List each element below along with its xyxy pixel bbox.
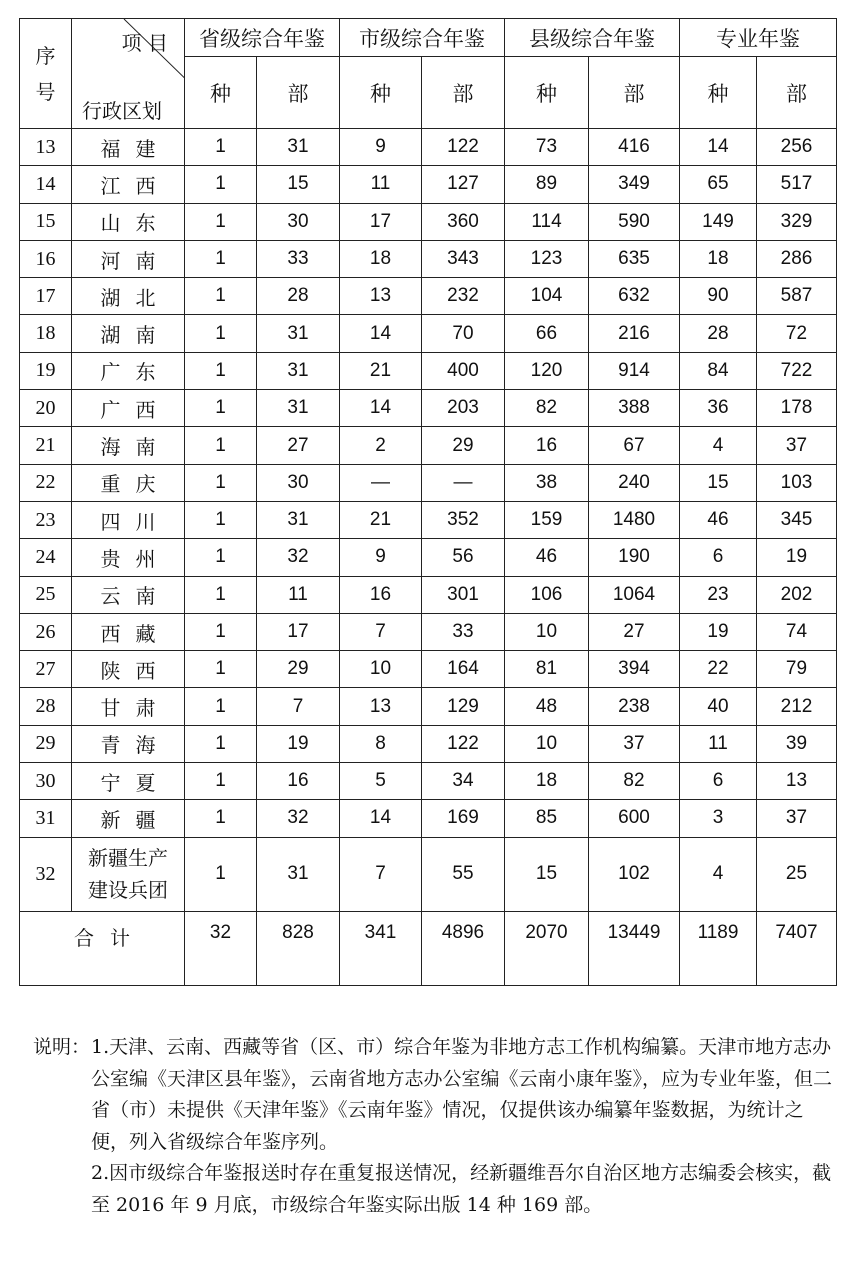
group-header-special: 专业年鉴: [680, 19, 837, 57]
cell-value: 1: [185, 800, 257, 837]
sub-header-vol: 部: [257, 57, 340, 129]
cell-value: 67: [589, 427, 680, 464]
cell-value: 1: [185, 352, 257, 389]
cell-value: 17: [257, 613, 340, 650]
cell-value: 1: [185, 837, 257, 911]
cell-value: 22: [680, 651, 757, 688]
row-number: 25: [20, 576, 72, 613]
cell-value: 1: [185, 464, 257, 501]
cell-value: 34: [422, 763, 505, 800]
sub-header-kind: 种: [185, 57, 257, 129]
cell-value: 1: [185, 651, 257, 688]
cell-value: 286: [757, 240, 837, 277]
note-2-text: 2.因市级综合年鉴报送时存在重复报送情况，经新疆维吾尔自治区地方志编委会核实，截至 2016 年 9 月底，市级综合年鉴实际出版 14 种 169 部。: [91, 1162, 832, 1216]
row-number: 18: [20, 315, 72, 352]
region-name: 西藏: [72, 613, 185, 650]
cell-value: 13: [340, 278, 422, 315]
cell-value: 178: [757, 390, 837, 427]
cell-value: 1064: [589, 576, 680, 613]
total-value: 341: [340, 911, 422, 985]
region-name: 湖南: [72, 315, 185, 352]
cell-value: 19: [257, 725, 340, 762]
cell-value: 114: [505, 203, 589, 240]
cell-value: 212: [757, 688, 837, 725]
cell-value: 1: [185, 166, 257, 203]
cell-value: —: [422, 464, 505, 501]
sub-header-kind: 种: [340, 57, 422, 129]
cell-value: 106: [505, 576, 589, 613]
cell-value: 74: [757, 613, 837, 650]
cell-value: —: [340, 464, 422, 501]
cell-value: 345: [757, 501, 837, 538]
cell-value: 89: [505, 166, 589, 203]
table-row: [20, 837, 837, 911]
cell-value: 14: [340, 390, 422, 427]
cell-value: 120: [505, 352, 589, 389]
cell-value: 600: [589, 800, 680, 837]
cell-value: 159: [505, 501, 589, 538]
cell-value: 10: [340, 651, 422, 688]
cell-value: 240: [589, 464, 680, 501]
cell-value: 40: [680, 688, 757, 725]
cell-value: 329: [757, 203, 837, 240]
cell-value: 349: [589, 166, 680, 203]
cell-value: 31: [257, 129, 340, 166]
region-name: 宁夏: [72, 763, 185, 800]
row-number: 14: [20, 166, 72, 203]
cell-value: 202: [757, 576, 837, 613]
cell-value: 31: [257, 315, 340, 352]
cell-value: 4: [680, 837, 757, 911]
cell-value: 5: [340, 763, 422, 800]
table-row: [20, 539, 837, 576]
cell-value: 23: [680, 576, 757, 613]
cell-value: 19: [680, 613, 757, 650]
table-row: [20, 725, 837, 762]
row-number: 13: [20, 129, 72, 166]
cell-value: 1: [185, 390, 257, 427]
region-name: 河南: [72, 240, 185, 277]
cell-value: 394: [589, 651, 680, 688]
cell-value: 635: [589, 240, 680, 277]
table-row: [20, 390, 837, 427]
table-row: [20, 315, 837, 352]
cell-value: 28: [257, 278, 340, 315]
cell-value: 1: [185, 427, 257, 464]
cell-value: 1: [185, 501, 257, 538]
cell-value: 9: [340, 129, 422, 166]
cell-value: 31: [257, 390, 340, 427]
cell-value: 10: [505, 725, 589, 762]
cell-value: 21: [340, 501, 422, 538]
total-value: 32: [185, 911, 257, 985]
total-label: 合计: [20, 911, 185, 985]
cell-value: 17: [340, 203, 422, 240]
cell-value: 2: [340, 427, 422, 464]
total-value: 7407: [757, 911, 837, 985]
cell-value: 31: [257, 352, 340, 389]
cell-value: 46: [505, 539, 589, 576]
cell-value: 127: [422, 166, 505, 203]
cell-value: 33: [257, 240, 340, 277]
region-name: 青海: [72, 725, 185, 762]
sub-header-vol: 部: [757, 57, 837, 129]
cell-value: 13: [340, 688, 422, 725]
cell-value: 587: [757, 278, 837, 315]
cell-value: 65: [680, 166, 757, 203]
cell-value: 238: [589, 688, 680, 725]
cell-value: 9: [340, 539, 422, 576]
note-1: [33, 1032, 833, 1158]
cell-value: 1: [185, 315, 257, 352]
row-number: 29: [20, 725, 72, 762]
region-name: 云南: [72, 576, 185, 613]
table-row: [20, 352, 837, 389]
cell-value: 73: [505, 129, 589, 166]
cell-value: 8: [340, 725, 422, 762]
cell-value: 360: [422, 203, 505, 240]
cell-value: 722: [757, 352, 837, 389]
notes-section: [33, 1032, 833, 1221]
cell-value: 7: [340, 613, 422, 650]
cell-value: 36: [680, 390, 757, 427]
cell-value: 38: [505, 464, 589, 501]
group-header-county: 县级综合年鉴: [505, 19, 680, 57]
table-row: [20, 427, 837, 464]
table-row: [20, 501, 837, 538]
cell-value: 29: [422, 427, 505, 464]
cell-value: 14: [340, 315, 422, 352]
cell-value: 914: [589, 352, 680, 389]
cell-value: 517: [757, 166, 837, 203]
table-row: [20, 576, 837, 613]
cell-value: 216: [589, 315, 680, 352]
cell-value: 25: [757, 837, 837, 911]
cell-value: 16: [257, 763, 340, 800]
row-number: 32: [20, 837, 72, 911]
corner-header: [72, 19, 185, 129]
cell-value: 79: [757, 651, 837, 688]
cell-value: 82: [589, 763, 680, 800]
cell-value: 1: [185, 203, 257, 240]
yearbook-statistics-table: [19, 18, 837, 986]
row-number: 21: [20, 427, 72, 464]
cell-value: 256: [757, 129, 837, 166]
sub-header-vol: 部: [422, 57, 505, 129]
cell-value: 103: [757, 464, 837, 501]
cell-value: 6: [680, 539, 757, 576]
region-name: 山东: [72, 203, 185, 240]
cell-value: 16: [505, 427, 589, 464]
region-name: 江西: [72, 166, 185, 203]
total-value: 828: [257, 911, 340, 985]
row-number: 16: [20, 240, 72, 277]
row-number: 24: [20, 539, 72, 576]
cell-value: 18: [680, 240, 757, 277]
cell-value: 70: [422, 315, 505, 352]
region-name: 福建: [72, 129, 185, 166]
table-row: [20, 129, 837, 166]
cell-value: 19: [757, 539, 837, 576]
table-row: [20, 688, 837, 725]
cell-value: 11: [680, 725, 757, 762]
cell-value: 232: [422, 278, 505, 315]
region-name: 新疆生产建设兵团: [72, 837, 185, 911]
cell-value: 416: [589, 129, 680, 166]
cell-value: 27: [257, 427, 340, 464]
cell-value: 11: [340, 166, 422, 203]
row-number: 23: [20, 501, 72, 538]
table-row: [20, 763, 837, 800]
row-number: 22: [20, 464, 72, 501]
cell-value: 56: [422, 539, 505, 576]
region-name: 新疆: [72, 800, 185, 837]
cell-value: 1: [185, 576, 257, 613]
cell-value: 1: [185, 129, 257, 166]
cell-value: 11: [257, 576, 340, 613]
cell-value: 169: [422, 800, 505, 837]
cell-value: 1: [185, 240, 257, 277]
cell-value: 149: [680, 203, 757, 240]
row-number: 31: [20, 800, 72, 837]
cell-value: 37: [589, 725, 680, 762]
cell-value: 122: [422, 725, 505, 762]
seq-header-label: 序号: [35, 43, 56, 104]
total-row: [20, 911, 837, 985]
sub-header-kind: 种: [505, 57, 589, 129]
cell-value: 15: [505, 837, 589, 911]
row-number: 30: [20, 763, 72, 800]
cell-value: 37: [757, 427, 837, 464]
cell-value: 400: [422, 352, 505, 389]
cell-value: 1: [185, 613, 257, 650]
cell-value: 129: [422, 688, 505, 725]
cell-value: 203: [422, 390, 505, 427]
cell-value: 30: [257, 464, 340, 501]
cell-value: 190: [589, 539, 680, 576]
cell-value: 14: [680, 129, 757, 166]
row-number: 15: [20, 203, 72, 240]
cell-value: 1480: [589, 501, 680, 538]
cell-value: 39: [757, 725, 837, 762]
cell-value: 33: [422, 613, 505, 650]
cell-value: 1: [185, 539, 257, 576]
cell-value: 7: [257, 688, 340, 725]
cell-value: 388: [589, 390, 680, 427]
cell-value: 4: [680, 427, 757, 464]
cell-value: 1: [185, 278, 257, 315]
cell-value: 1: [185, 763, 257, 800]
cell-value: 6: [680, 763, 757, 800]
cell-value: 48: [505, 688, 589, 725]
cell-value: 37: [757, 800, 837, 837]
table-row: [20, 166, 837, 203]
group-header-provincial: 省级综合年鉴: [185, 19, 340, 57]
sub-header-vol: 部: [589, 57, 680, 129]
corner-bottom-label: 行政区划: [82, 99, 162, 123]
total-value: 4896: [422, 911, 505, 985]
cell-value: 164: [422, 651, 505, 688]
table-row: [20, 800, 837, 837]
cell-value: 32: [257, 800, 340, 837]
table-row: [20, 203, 837, 240]
cell-value: 72: [757, 315, 837, 352]
note-1-text: 1.天津、云南、西藏等省（区、市）综合年鉴为非地方志工作机构编纂。天津市地方志办公室编《天津区县年鉴》，云南省地方志办公室编《云南小康年鉴》，应为专业年鉴，但二省（市）未提供《天津年鉴》《云南年鉴》情况，仅提供该办编纂年鉴数据，为统计之便，列入省级综合年鉴序列。: [91, 1036, 833, 1153]
table-row: [20, 613, 837, 650]
cell-value: 15: [257, 166, 340, 203]
cell-value: 1: [185, 725, 257, 762]
cell-value: 29: [257, 651, 340, 688]
cell-value: 102: [589, 837, 680, 911]
cell-value: 28: [680, 315, 757, 352]
cell-value: 81: [505, 651, 589, 688]
total-value: 13449: [589, 911, 680, 985]
total-value: 2070: [505, 911, 589, 985]
cell-value: 1: [185, 688, 257, 725]
cell-value: 104: [505, 278, 589, 315]
cell-value: 66: [505, 315, 589, 352]
cell-value: 21: [340, 352, 422, 389]
cell-value: 31: [257, 501, 340, 538]
region-name: 湖北: [72, 278, 185, 315]
table-row: [20, 278, 837, 315]
cell-value: 10: [505, 613, 589, 650]
cell-value: 7: [340, 837, 422, 911]
table-row: [20, 240, 837, 277]
table-row: [20, 651, 837, 688]
cell-value: 123: [505, 240, 589, 277]
region-name: 甘肃: [72, 688, 185, 725]
region-name: 四川: [72, 501, 185, 538]
cell-value: 84: [680, 352, 757, 389]
table-row: [20, 464, 837, 501]
cell-value: 90: [680, 278, 757, 315]
region-name: 海南: [72, 427, 185, 464]
cell-value: 46: [680, 501, 757, 538]
seq-header: [20, 19, 72, 129]
row-number: 17: [20, 278, 72, 315]
cell-value: 82: [505, 390, 589, 427]
note-2: [33, 1158, 833, 1221]
region-name: 陕西: [72, 651, 185, 688]
cell-value: 15: [680, 464, 757, 501]
region-name: 广东: [72, 352, 185, 389]
cell-value: 18: [505, 763, 589, 800]
notes-label: 说明：: [33, 1036, 91, 1058]
cell-value: 16: [340, 576, 422, 613]
corner-top-label: 项 目: [121, 31, 168, 55]
region-name: 广西: [72, 390, 185, 427]
row-number: 19: [20, 352, 72, 389]
row-number: 28: [20, 688, 72, 725]
cell-value: 301: [422, 576, 505, 613]
cell-value: 27: [589, 613, 680, 650]
cell-value: 632: [589, 278, 680, 315]
cell-value: 590: [589, 203, 680, 240]
cell-value: 85: [505, 800, 589, 837]
region-name: 重庆: [72, 464, 185, 501]
cell-value: 352: [422, 501, 505, 538]
region-name: 贵州: [72, 539, 185, 576]
cell-value: 122: [422, 129, 505, 166]
cell-value: 30: [257, 203, 340, 240]
row-number: 27: [20, 651, 72, 688]
row-number: 20: [20, 390, 72, 427]
row-number: 26: [20, 613, 72, 650]
cell-value: 31: [257, 837, 340, 911]
cell-value: 55: [422, 837, 505, 911]
cell-value: 18: [340, 240, 422, 277]
group-header-city: 市级综合年鉴: [340, 19, 505, 57]
cell-value: 3: [680, 800, 757, 837]
cell-value: 13: [757, 763, 837, 800]
total-value: 1189: [680, 911, 757, 985]
cell-value: 343: [422, 240, 505, 277]
cell-value: 32: [257, 539, 340, 576]
cell-value: 14: [340, 800, 422, 837]
sub-header-kind: 种: [680, 57, 757, 129]
